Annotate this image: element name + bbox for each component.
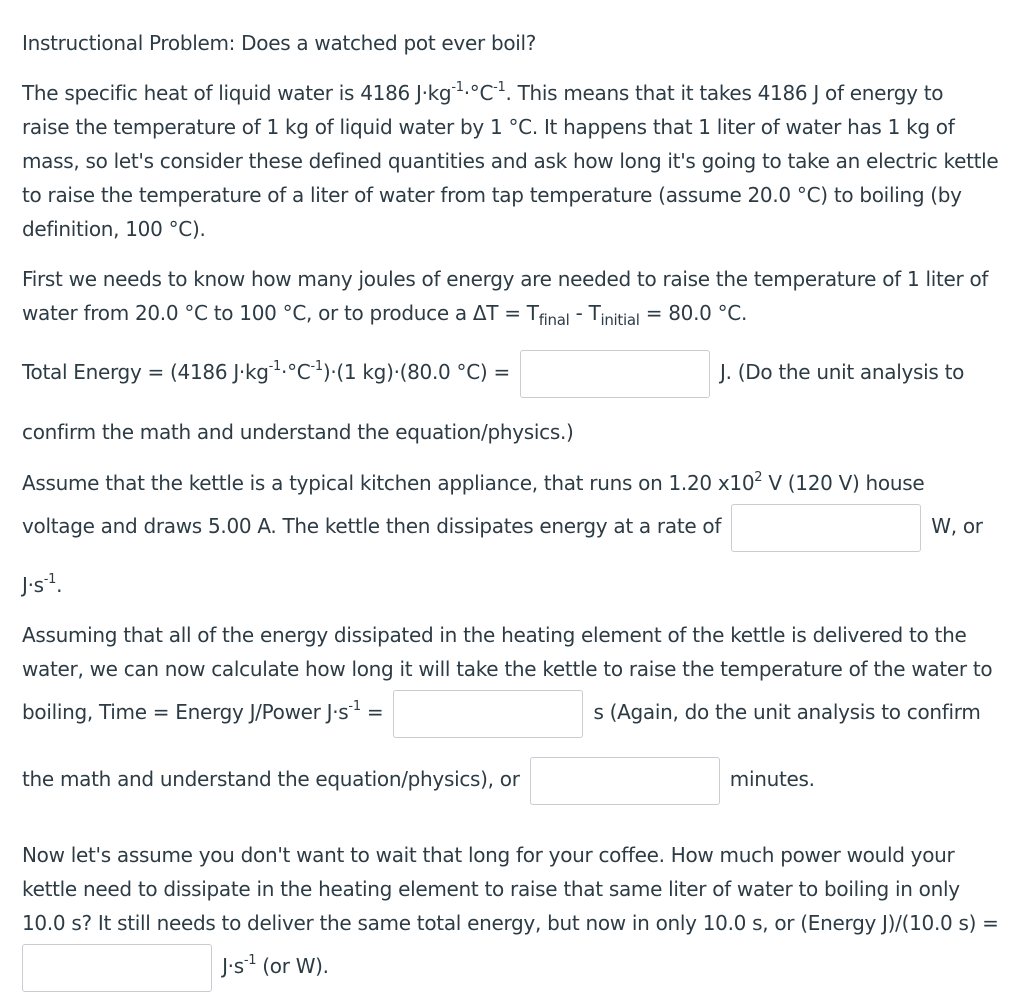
energy-question: Total Energy = (4186 $J\cdot kg^{-1}\cdot^\circ C^{-1})\cdot(1$ kg)·(80.0 °C) = J. (Do the unit analysis to [22,348,1010,398]
time-seconds-input[interactable] [393,690,583,738]
power-unit-line: $J\cdot s^{-1}$. [22,572,63,597]
fast-kettle-answer-line: $J\cdot s^{-1}$ (or W). [18,942,1010,992]
energy-question-cont: confirm the math and understand the equation/physics.) [22,420,574,444]
intro-paragraph: The specific heat of liquid water is 4186 $J\cdot kg^{-1}\cdot^\circ C^{-1}$. This means that it takes 4186 J of energy to raise the temperature of 1 kg of liquid water by 1 °C. It happens that 1 liter of water has 1 kg of mass, so let's consider these defined quantities and ask how long it's going to take an electric kettle to raise the temperature of a liter of water from tap temperature (assume 20.0 °C) to boiling (by definition, 100 °C). [22,80,999,241]
time-question: Assuming that all of the energy dissipated in the heating element of the kettle is delivered to the water, we can now calculate how long it will take the kettle to raise the temperature of the water to [22,623,993,681]
power-question-cont: voltage and draws 5.00 A. The kettle then dissipates energy at a rate of W, or [22,502,1010,552]
fast-kettle-question: Now let's assume you don't want to wait that long for your coffee. How much power would your kettle need to dissipate in the heating element to raise that same liter of water to boiling in only 10.0 s? It still needs to deliver the same total energy, but now in only 10.0 s, or (Energy J)/(10.0 s) = [22,843,999,935]
problem-title: Instructional Problem: Does a watched pot ever boil? [22,31,537,55]
time-minutes-line: the math and understand the equation/physics), or minutes. [22,755,1010,805]
delta-t-paragraph: First we needs to know how many joules of energy are needed to raise the temperature of 1 liter of water from 20.0 °C to 100 °C, or to produce a $\Delta T = T_{final} - T_{initial} = 80.0$ °C. [22,267,989,329]
required-power-input[interactable] [22,944,212,992]
time-minutes-input[interactable] [530,757,720,805]
power-input[interactable] [731,504,921,552]
total-energy-input[interactable] [520,350,710,398]
power-question: Assume that the kettle is a typical kitchen appliance, that runs on 1.20 $x10^2$ V (120 V) house [22,470,925,495]
time-question-cont: boiling, Time = Energy J/Power $J\cdot s^{-1} = s$ (Again, do the unit analysis to confirm [22,688,1010,738]
